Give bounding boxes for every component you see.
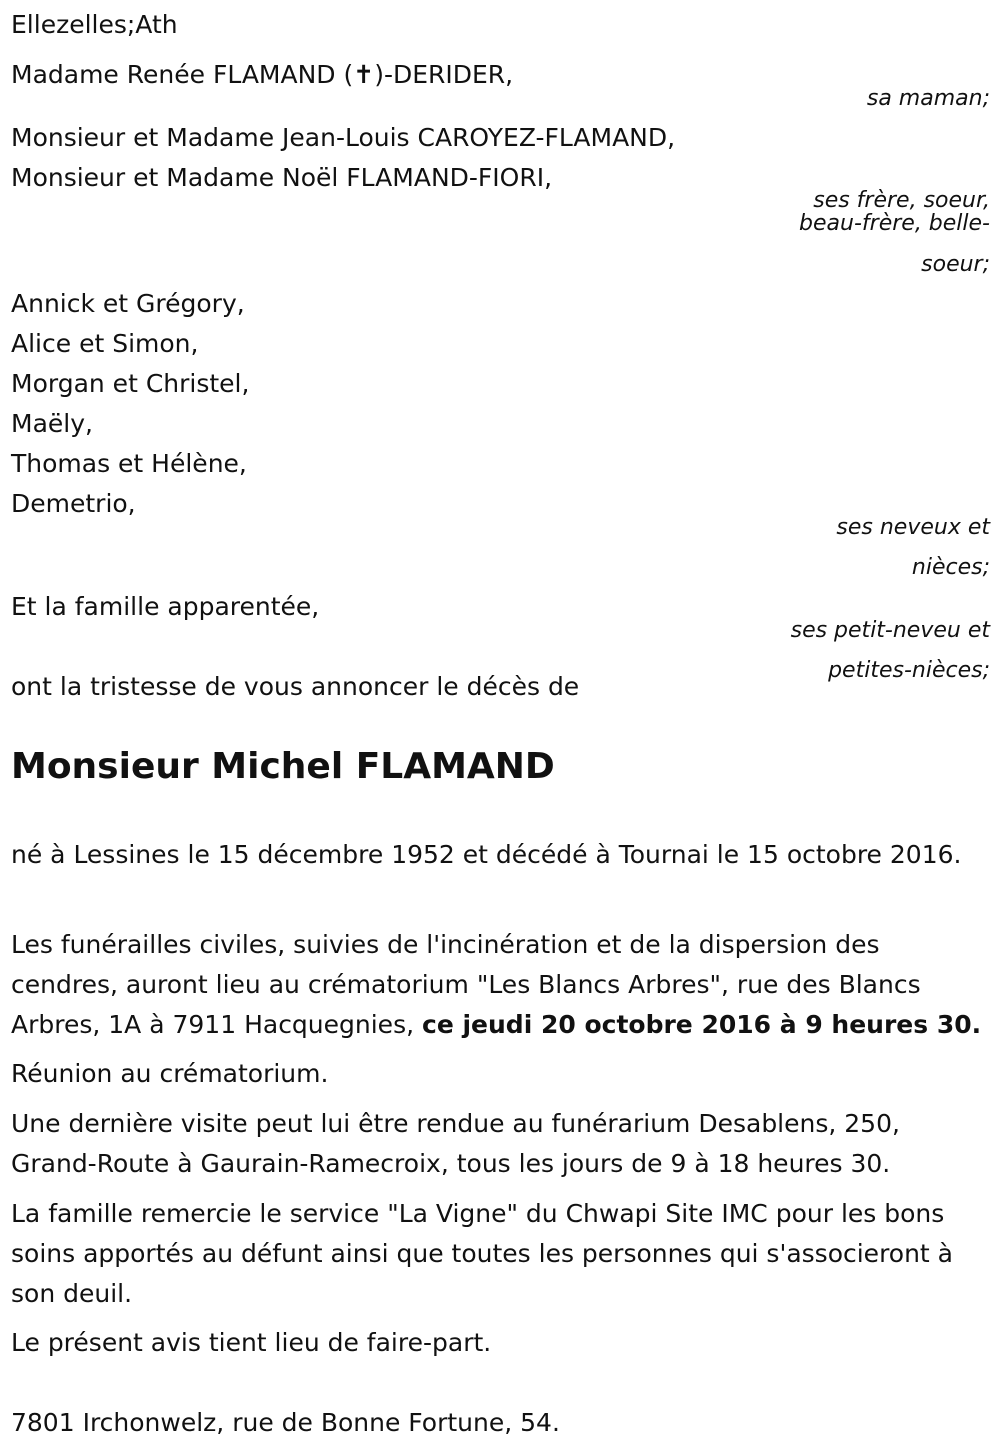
nephew-line: Annick et Grégory, bbox=[11, 289, 245, 318]
nephew-line: Morgan et Christel, bbox=[11, 369, 250, 398]
visit-paragraph: Une dernière visite peut lui être rendue au funérarium Desablens, 250, Grand-Route à Gaurain-Ramecroix, tous les jours de 9 à 18 heures 30. bbox=[11, 1109, 900, 1178]
nephews-relation-line: nièces; bbox=[911, 555, 990, 580]
mother-relation: sa maman; bbox=[866, 86, 990, 111]
footer-address: 7801 Irchonwelz, rue de Bonne Fortune, 54. bbox=[11, 1408, 560, 1437]
grandnephews-relation-line: ses petit-neveu et bbox=[790, 618, 990, 643]
funeral-datetime: ce jeudi 20 octobre 2016 à 9 heures 30. bbox=[422, 1010, 982, 1039]
nephew-line: Thomas et Hélène, bbox=[11, 449, 247, 478]
siblings-relation-line: beau-frère, belle- bbox=[799, 211, 990, 236]
funeral-text: Les funérailles civiles, suivies de l'incinération et de la dispersion des cendres, auront lieu au crématorium "Les Blancs Arbres", rue des Blancs Arbres, 1A à 7911 Hacquegnies, bbox=[11, 930, 921, 1039]
deceased-name: Monsieur Michel FLAMAND bbox=[11, 746, 555, 787]
funeral-paragraph bbox=[11, 925, 991, 1045]
notice-paragraph: Le présent avis tient lieu de faire-part. bbox=[11, 1328, 492, 1357]
nephew-line: Maëly, bbox=[11, 409, 93, 438]
birth-death-paragraph: né à Lessines le 15 décembre 1952 et décédé à Tournai le 15 octobre 2016. bbox=[11, 840, 962, 869]
sibling-line: Monsieur et Madame Jean-Louis CAROYEZ-FLAMAND, bbox=[11, 123, 676, 152]
siblings-relation-line: ses frère, soeur, bbox=[813, 188, 990, 213]
thanks-paragraph: La famille remercie le service "La Vigne" du Chwapi Site IMC pour les bons soins apportés au défunt ainsi que toutes les personnes qui s'associeront à son deuil. bbox=[11, 1199, 954, 1308]
siblings-relation-line: soeur; bbox=[921, 252, 990, 277]
nephew-line: Alice et Simon, bbox=[11, 329, 199, 358]
extended-family: Et la famille apparentée, bbox=[11, 592, 320, 621]
location-header: Ellezelles;Ath bbox=[11, 10, 178, 39]
meeting-paragraph: Réunion au crématorium. bbox=[11, 1059, 329, 1088]
nephews-relation-line: ses neveux et bbox=[836, 515, 990, 540]
nephew-line: Demetrio, bbox=[11, 489, 136, 518]
grandnephews-relation-line: petites-nièces; bbox=[828, 658, 990, 683]
sibling-line: Monsieur et Madame Noël FLAMAND-FIORI, bbox=[11, 163, 553, 192]
mother-name: Madame Renée FLAMAND (✝)-DERIDER, bbox=[11, 60, 514, 89]
announcement-intro: ont la tristesse de vous annoncer le décès de bbox=[11, 672, 580, 701]
